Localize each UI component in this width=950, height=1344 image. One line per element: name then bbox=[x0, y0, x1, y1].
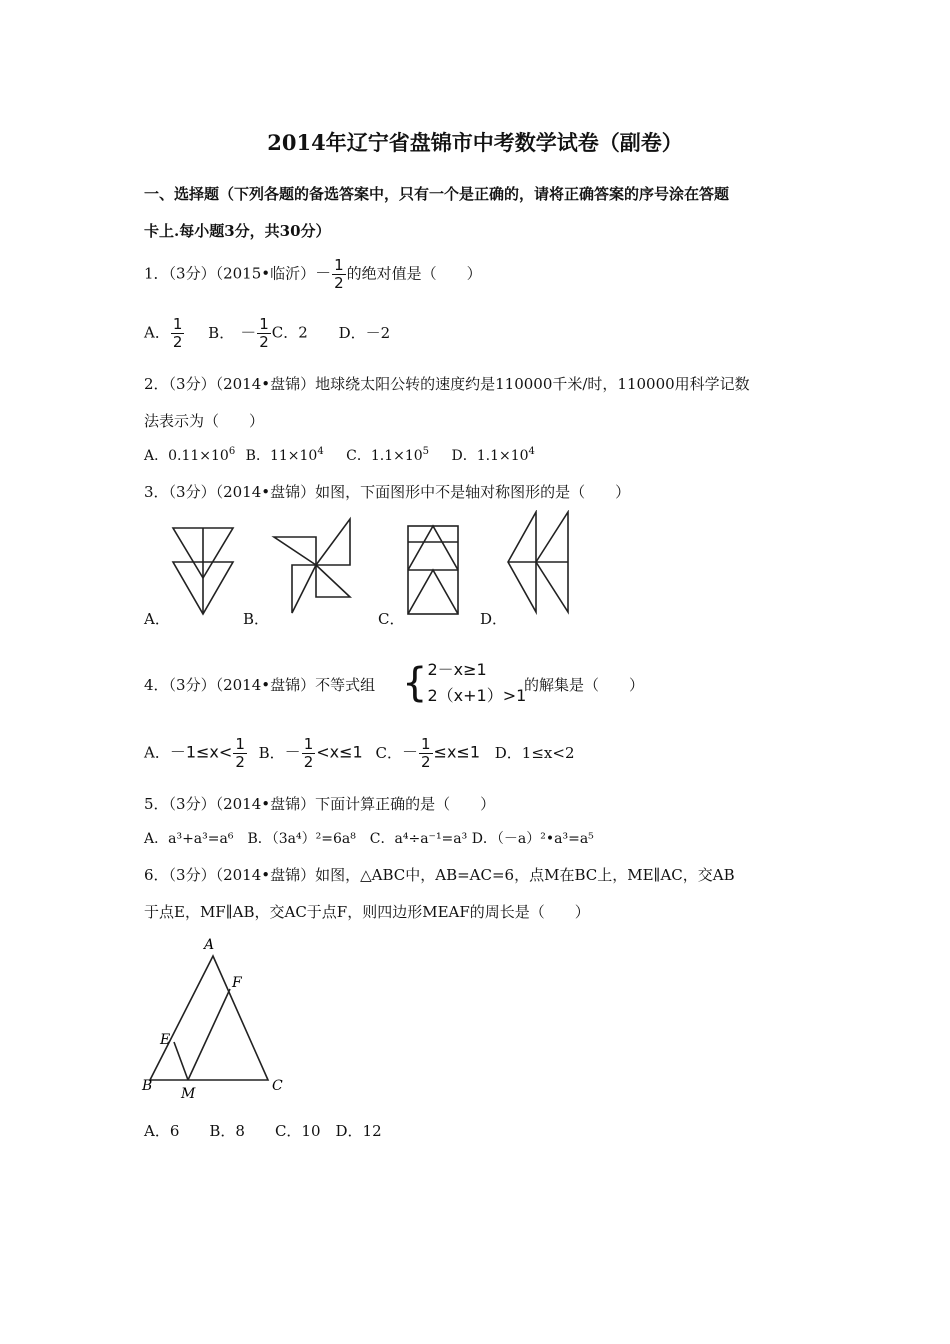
q6-segment-mf bbox=[188, 989, 230, 1080]
q3-c-upper-peak bbox=[408, 526, 458, 570]
q2-option-c-exp: 5 bbox=[422, 446, 430, 457]
q4-option-c-label: C． bbox=[375, 743, 402, 762]
q3-b-blade-2 bbox=[316, 519, 350, 565]
q3-option-d: D． bbox=[480, 610, 508, 628]
q2-option-b-exp: 4 bbox=[317, 446, 324, 457]
question-1-options bbox=[144, 316, 390, 351]
q3-c-lower-peak bbox=[408, 570, 458, 614]
q1-option-b-sign: － bbox=[240, 322, 257, 342]
q3-option-c: C． bbox=[378, 610, 405, 628]
page-title: 2014年辽宁省盘锦市中考数学试卷（副卷） bbox=[267, 130, 683, 155]
q3-option-b: B． bbox=[243, 610, 270, 628]
q4-system-lines bbox=[427, 657, 526, 709]
q2-option-a-exp: 6 bbox=[228, 446, 236, 457]
question-6-line1: 6．（3分）（2014•盘锦）如图，△ABC中，AB=AC=6，点M在BC上，ME∥AC，交AB bbox=[144, 866, 735, 884]
question-2-line2: 法表示为（ ） bbox=[144, 412, 265, 430]
q6-label-c: C bbox=[272, 1078, 283, 1094]
q1-option-b-fraction bbox=[257, 316, 271, 351]
q1-option-a-fraction bbox=[171, 316, 185, 351]
q1-option-a-num: 1 bbox=[172, 315, 183, 333]
question-3-stem: 3．（3分）（2014•盘锦）如图，下面图形中不是轴对称图形的是（ ） bbox=[144, 483, 631, 501]
q4-option-b-left: － bbox=[284, 742, 301, 762]
q1-option-d: D．－2 bbox=[338, 323, 391, 342]
q4-option-b-num: 1 bbox=[303, 735, 314, 753]
q1-option-b-label: B． bbox=[208, 323, 235, 342]
q4-option-a-num: 1 bbox=[235, 735, 245, 753]
q3-b-blade-1 bbox=[274, 537, 316, 565]
q4-option-b-right: <x≤1 bbox=[316, 742, 363, 762]
q1-sign: － bbox=[315, 263, 332, 283]
q4-option-b-label: B． bbox=[258, 743, 285, 762]
section-heading-line2: 卡上.每小题3分，共30分） bbox=[144, 222, 331, 240]
q4-brace: { bbox=[402, 660, 428, 706]
question-2-options bbox=[144, 445, 535, 465]
q1-option-b-den: 2 bbox=[259, 333, 269, 351]
question-4-suffix: 的解集是（ ） bbox=[524, 676, 645, 694]
q2-option-d: D．1.1×10 bbox=[451, 448, 529, 464]
section-heading-line1: 一、选择题（下列各题的备选答案中，只有一个是正确的，请将正确答案的序号涂在答题 bbox=[144, 185, 730, 203]
question-1-stem bbox=[144, 257, 482, 292]
q1-option-b-num: 1 bbox=[259, 315, 269, 333]
q6-label-b: B bbox=[142, 1078, 153, 1094]
q4-option-b-den: 2 bbox=[303, 753, 314, 771]
q3-figure-b bbox=[268, 515, 358, 620]
question-6-line2: 于点E，MF∥AB，交AC于点F，则四边形MEAF的周长是（ ） bbox=[144, 903, 590, 921]
q6-triangle-abc bbox=[150, 956, 268, 1080]
q1-frac-den: 2 bbox=[334, 274, 344, 292]
q1-fraction bbox=[332, 257, 346, 292]
question-4-prefix: 4．（3分）（2014•盘锦）不等式组 bbox=[144, 676, 376, 694]
q4-option-a-den: 2 bbox=[235, 753, 245, 771]
q4-option-c-fraction bbox=[419, 736, 433, 771]
q3-b-blade-4 bbox=[292, 565, 316, 613]
q3-figure-a bbox=[165, 520, 245, 620]
q4-option-d: D．1≤x<2 bbox=[494, 743, 575, 762]
q6-triangle-figure bbox=[138, 932, 298, 1102]
q3-b-blade-3 bbox=[316, 565, 350, 597]
q6-segment-me bbox=[174, 1042, 188, 1080]
q6-label-f: F bbox=[232, 975, 242, 991]
q2-option-d-exp: 4 bbox=[528, 446, 535, 457]
q4-option-c-num: 1 bbox=[420, 735, 431, 753]
question-5-options: A．a³+a³=a⁶ B．（3a⁴）²=6a⁸ C．a⁴÷a⁻¹=a³ D．（－a）²•a³=a⁵ bbox=[144, 831, 594, 847]
q3-figure-c bbox=[400, 520, 470, 620]
q4-option-a-fraction bbox=[233, 736, 247, 771]
q4-inequality-system bbox=[402, 657, 526, 709]
q4-option-a-left: －1≤x< bbox=[169, 742, 233, 762]
question-4-options bbox=[144, 736, 575, 771]
q1-frac-num: 1 bbox=[334, 256, 344, 274]
q2-option-b: B．11×10 bbox=[245, 448, 318, 464]
q6-label-m: M bbox=[181, 1086, 196, 1102]
question-5-stem: 5．（3分）（2014•盘锦）下面计算正确的是（ ） bbox=[144, 795, 496, 813]
q4-option-c-left: － bbox=[401, 742, 418, 762]
q4-option-b-fraction bbox=[302, 736, 316, 771]
q2-option-c: C．1.1×10 bbox=[346, 448, 423, 464]
q2-option-a: A．0.11×10 bbox=[144, 448, 229, 464]
q4-ineq-2: 2（x+1）>1 bbox=[427, 686, 527, 705]
question-6-options: A．6 B．8 C．10 D．12 bbox=[144, 1122, 382, 1140]
question-2-line1: 2．（3分）（2014•盘锦）地球绕太阳公转的速度约是110000千米/时，110000用科学记数 bbox=[144, 375, 750, 393]
q3-figure-d bbox=[500, 510, 580, 620]
q4-ineq-1: 2－x≥1 bbox=[427, 660, 487, 679]
q4-option-c-right: ≤x≤1 bbox=[433, 742, 480, 762]
q1-option-c: C．2 bbox=[271, 323, 308, 342]
q1-suffix: 的绝对值是（ ） bbox=[346, 264, 482, 283]
q4-option-c-den: 2 bbox=[420, 753, 431, 771]
q1-option-a-label: A． bbox=[144, 323, 170, 342]
q4-option-a-label: A． bbox=[144, 743, 170, 762]
q6-label-e: E bbox=[160, 1032, 171, 1048]
q6-label-a: A bbox=[204, 937, 215, 953]
q1-prefix: 1．（3分）（2015•临沂） bbox=[144, 264, 316, 283]
q1-option-a-den: 2 bbox=[172, 333, 183, 351]
q3-option-a: A． bbox=[144, 610, 170, 628]
